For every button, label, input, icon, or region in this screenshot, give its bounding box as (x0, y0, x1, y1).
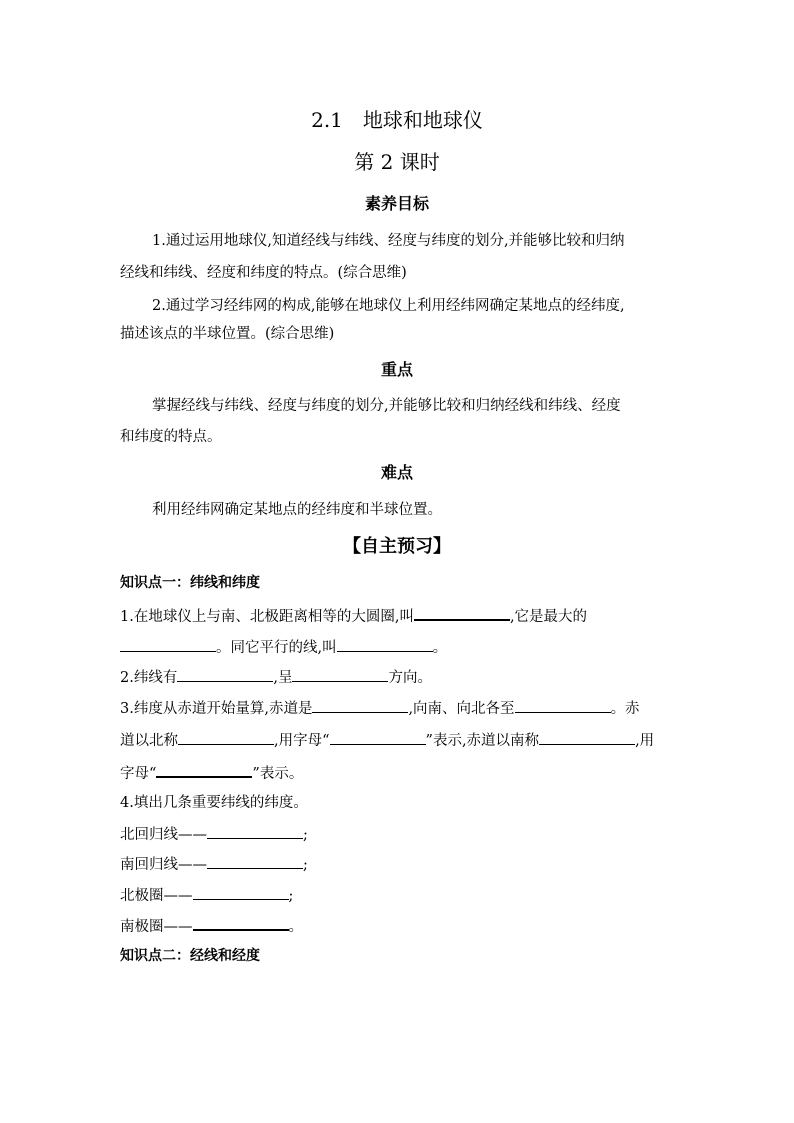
q2-text: ,呈 (273, 670, 293, 686)
goals-heading: 素养目标 (364, 194, 429, 213)
key-heading: 重点 (380, 360, 413, 379)
goal-1-line-2: 经线和纬线、经度和纬度的特点。(综合思维) (120, 265, 407, 281)
answer-blank[interactable] (156, 761, 252, 778)
answer-blank[interactable] (539, 729, 635, 745)
difficult-line-1: 利用经纬网确定某地点的经纬度和半球位置。 (152, 502, 442, 518)
latitude-punct: ; (288, 888, 294, 904)
latitude-line-3 (120, 884, 293, 905)
q3-text: 。赤 (610, 701, 640, 717)
q3-text: 3.纬度从赤道开始量算,赤道是 (120, 701, 313, 717)
q2-text: 方向。 (388, 670, 432, 686)
difficult-heading: 难点 (380, 463, 413, 482)
answer-blank[interactable] (292, 666, 388, 682)
key-line-2: 和纬度的特点。 (120, 429, 222, 445)
q3-text: ,向南、向北各至 (408, 701, 515, 717)
question-3-line-3 (120, 761, 303, 783)
latitude-label: 南回归线—— (120, 857, 207, 873)
q1-text: 。 (432, 640, 448, 656)
answer-blank[interactable] (193, 884, 289, 900)
preview-heading: 【自主预习】 (343, 536, 451, 557)
q1-text: 1.在地球仪上与南、北极距离相等的大圆圈,叫 (120, 609, 414, 625)
answer-blank[interactable] (120, 636, 216, 652)
question-3-line-2 (120, 729, 654, 750)
q3-text: ,用 (635, 733, 655, 749)
goal-2-line-1: 2.通过学习经纬网的构成,能够在地球仪上利用经纬网确定某地点的经纬度, (152, 298, 625, 314)
latitude-punct: ; (303, 857, 308, 873)
latitude-line-4 (120, 914, 303, 936)
latitude-label: 南极圈—— (120, 919, 193, 935)
answer-blank[interactable] (337, 636, 433, 652)
answer-blank[interactable] (330, 729, 426, 745)
q1-text: ,它是最大的 (509, 609, 588, 625)
latitude-line-2 (120, 853, 308, 874)
lesson-title: 2.1 地球和地球仪 (311, 108, 483, 132)
answer-blank[interactable] (193, 914, 289, 931)
answer-blank[interactable] (207, 823, 303, 839)
latitude-label: 北回归线—— (120, 827, 207, 843)
goal-1-line-1: 1.通过运用地球仪,知道经线与纬线、经度与纬度的划分,并能够比较和归纳 (152, 233, 625, 249)
answer-blank[interactable] (207, 853, 303, 869)
knowledge-point-1: 知识点一：纬线和纬度 (120, 575, 260, 591)
answer-blank[interactable] (177, 666, 273, 682)
knowledge-point-2: 知识点二：经线和经度 (120, 948, 260, 964)
q3-text: ”表示,赤道以南称 (425, 733, 540, 749)
lesson-subtitle: 第 2 课时 (354, 150, 440, 174)
latitude-label: 北极圈—— (120, 888, 193, 904)
answer-blank[interactable] (312, 697, 408, 713)
goal-2-line-2: 描述该点的半球位置。(综合思维) (120, 326, 335, 342)
latitude-line-1 (120, 823, 308, 844)
question-1-line-1 (120, 604, 587, 626)
question-4: 4.填出几条重要纬线的纬度。 (120, 795, 308, 811)
question-3-line-1 (120, 697, 640, 718)
key-line-1: 掌握经线与纬线、经度与纬度的划分,并能够比较和归纳经线和纬线、经度 (152, 398, 621, 414)
answer-blank[interactable] (414, 604, 510, 621)
q3-text: ”表示。 (252, 766, 304, 782)
question-1-line-2 (120, 636, 447, 657)
latitude-punct: ; (303, 827, 308, 843)
q2-text: 2.纬线有 (120, 670, 178, 686)
question-2 (120, 666, 432, 687)
q3-text: 道以北称 (120, 733, 178, 749)
q3-text: 字母“ (120, 766, 157, 782)
answer-blank[interactable] (515, 697, 611, 713)
q3-text: ,用字母“ (274, 733, 330, 749)
q1-text: 。同它平行的线,叫 (216, 640, 337, 656)
latitude-punct: 。 (288, 919, 303, 935)
answer-blank[interactable] (178, 729, 274, 745)
